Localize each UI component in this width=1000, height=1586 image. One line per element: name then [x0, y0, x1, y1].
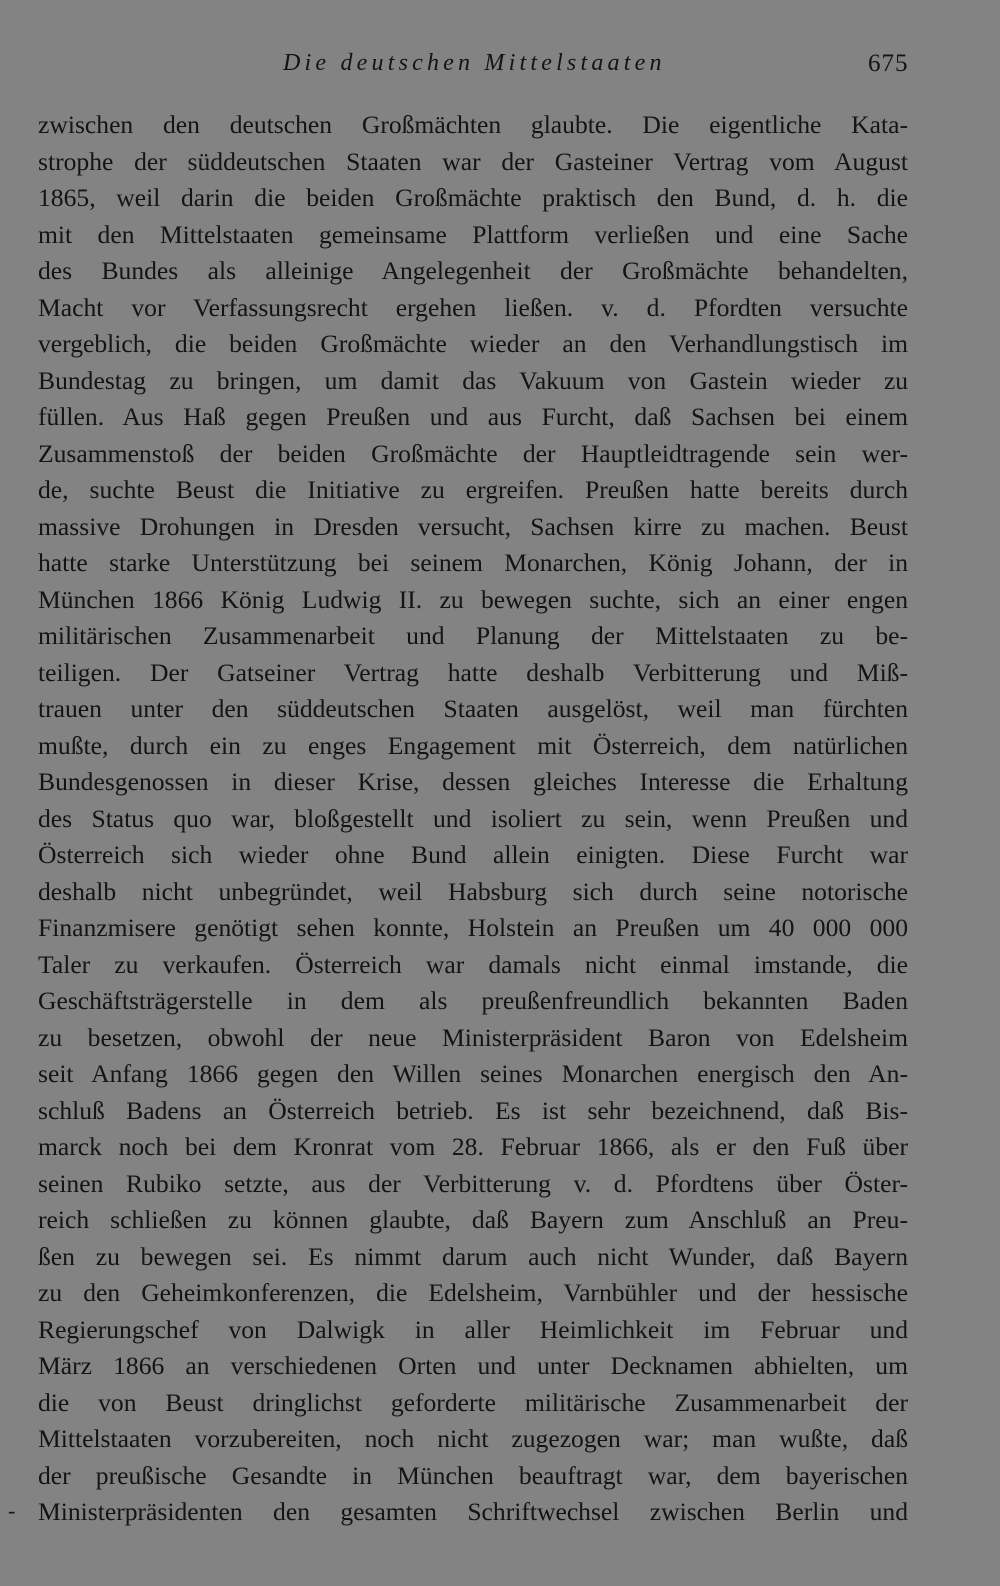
text-line: ßen zu bewegen sei. Es nimmt darum auch nicht Wunder, daß Bayern	[38, 1241, 908, 1271]
text-line: vergeblich, die beiden Großmächte wieder an den Verhandlungstisch im	[38, 329, 908, 358]
text-line: de, suchte Beust die Initiative zu ergreifen. Preußen hatte bereits durch	[38, 475, 908, 504]
text-line: der preußische Gesandte in München beauftragt war, dem bayerischen	[38, 1460, 908, 1490]
text-line: reich schließen zu können glaubte, daß Bayern zum Anschluß an Preu-	[38, 1205, 908, 1234]
text-line: teiligen. Der Gatseiner Vertrag hatte deshalb Verbitterung und Miß-	[38, 657, 908, 687]
text-line: mußte, durch ein zu enges Engagement mit Österreich, dem natürlichen	[38, 730, 908, 760]
text-line: des Status quo war, bloßgestellt und isoliert zu sein, wenn Preußen und	[38, 803, 908, 833]
text-line: marck noch bei dem Kronrat vom 28. Februar 1866, als er den Fuß über	[38, 1132, 908, 1161]
running-title: Die deutschen Mittelstaaten	[283, 50, 666, 76]
body-text	[38, 107, 908, 1531]
text-line: seit Anfang 1866 gegen den Willen seines Monarchen energisch den An-	[38, 1059, 908, 1088]
text-line: seinen Rubiko setzte, aus der Verbitterung v. d. Pfordtens über Öster-	[38, 1168, 908, 1198]
text-line: hatte starke Unterstützung bei seinem Monarchen, König Johann, der in	[38, 548, 908, 577]
text-line: mit den Mittelstaaten gemeinsame Plattform verließen und eine Sache	[38, 219, 908, 249]
text-line: Österreich sich wieder ohne Bund allein einigten. Diese Furcht war	[38, 840, 908, 869]
text-line: März 1866 an verschiedenen Orten und unter Decknamen abhielten, um	[38, 1351, 908, 1380]
text-line: des Bundes als alleinige Angelegenheit der Großmächte behandelten,	[38, 256, 908, 285]
text-line: Bundesgenossen in dieser Krise, dessen gleiches Interesse die Erhaltung	[38, 767, 908, 796]
text-line: zwischen den deutschen Großmächten glaubte. Die eigentliche Kata-	[38, 110, 908, 139]
text-line: Mittelstaaten vorzubereiten, noch nicht zugezogen war; man wußte, daß	[38, 1424, 908, 1453]
text-line: Finanzmisere genötigt sehen konnte, Holstein an Preußen um 40 000 000	[38, 913, 908, 942]
text-line: zu besetzen, obwohl der neue Ministerpräsident Baron von Edelsheim	[38, 1022, 908, 1052]
text-line: Geschäftsträgerstelle in dem als preußenfreundlich bekannten Baden	[38, 986, 908, 1015]
text-line: Macht vor Verfassungsrecht ergehen ließen. v. d. Pfordten versuchte	[38, 292, 908, 322]
text-line: Ministerpräsidenten den gesamten Schriftwechsel zwischen Berlin und	[38, 1497, 908, 1526]
text-line: München 1866 König Ludwig II. zu bewegen suchte, sich an einer engen	[38, 584, 908, 614]
text-line: Regierungschef von Dalwigk in aller Heimlichkeit im Februar und	[38, 1314, 908, 1344]
text-line: trauen unter den süddeutschen Staaten ausgelöst, weil man fürchten	[38, 694, 908, 723]
text-line: schluß Badens an Österreich betrieb. Es ist sehr bezeichnend, daß Bis-	[38, 1095, 908, 1125]
text-line: deshalb nicht unbegründet, weil Habsburg sich durch seine notorische	[38, 876, 908, 906]
text-line: Bundestag zu bringen, um damit das Vakuum von Gastein wieder zu	[38, 365, 908, 395]
text-line: Taler zu verkaufen. Österreich war damals nicht einmal imstande, die	[38, 949, 908, 979]
text-line: 1865, weil darin die beiden Großmächte praktisch den Bund, d. h. die	[38, 183, 908, 212]
margin-mark: -	[8, 1498, 16, 1523]
text-line: zu den Geheimkonferenzen, die Edelsheim, Varnbühler und der hessische	[38, 1278, 908, 1307]
text-line: Zusammenstoß der beiden Großmächte der Hauptleidtragende sein wer-	[38, 438, 908, 468]
text-line: massive Drohungen in Dresden versucht, Sachsen kirre zu machen. Beust	[38, 511, 908, 541]
text-line: die von Beust dringlichst geforderte militärische Zusammenarbeit der	[38, 1387, 908, 1417]
running-head	[0, 50, 1000, 84]
text-line: strophe der süddeutschen Staaten war der Gasteiner Vertrag vom August	[38, 146, 908, 176]
text-line: militärischen Zusammenarbeit und Planung der Mittelstaaten zu be-	[38, 621, 908, 650]
text-line: füllen. Aus Haß gegen Preußen und aus Furcht, daß Sachsen bei einem	[38, 402, 908, 431]
page-number: 675	[868, 50, 909, 77]
